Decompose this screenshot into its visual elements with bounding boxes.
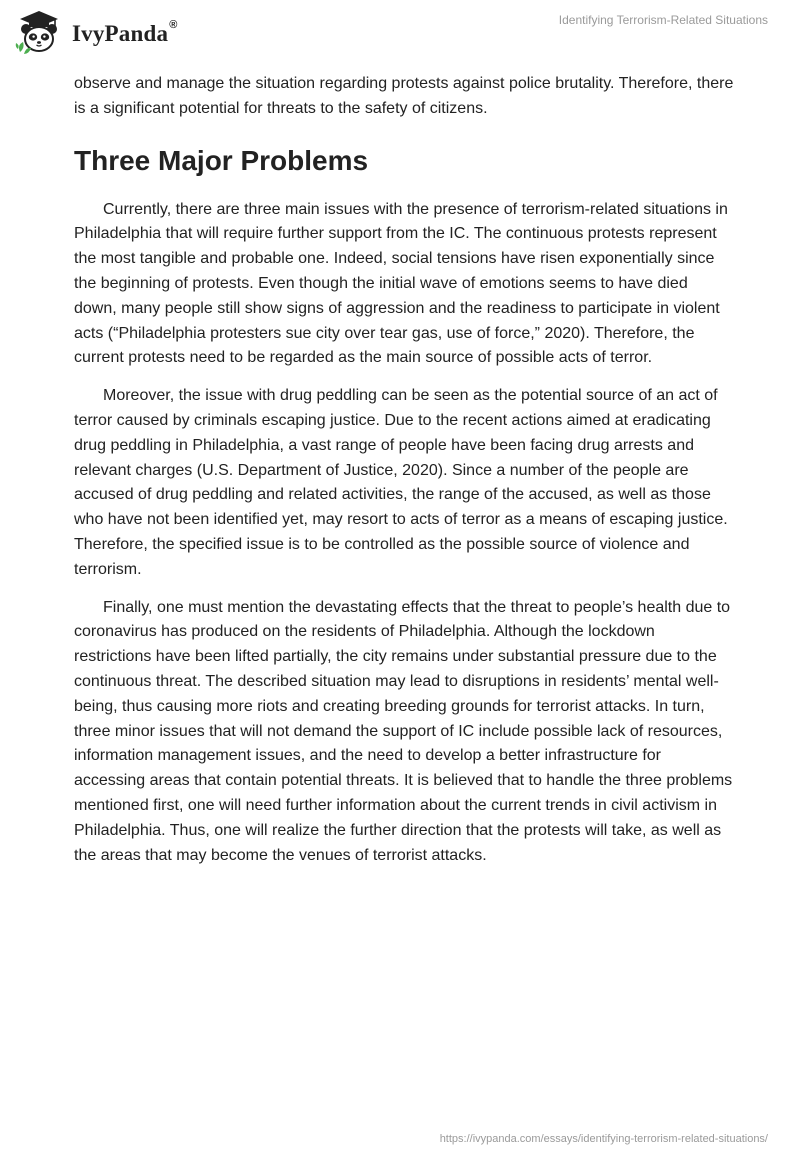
brand-name: IvyPanda® <box>72 19 178 46</box>
footer-source-url[interactable]: https://ivypanda.com/essays/identifying-terrorism-related-situations/ <box>439 1133 768 1145</box>
panda-graduate-logo-icon <box>14 8 64 58</box>
page-header <box>0 0 800 60</box>
registered-mark: ® <box>169 19 178 31</box>
document-title: Identifying Terrorism-Related Situations <box>558 13 768 27</box>
body-paragraph: Finally, one must mention the devastating effects that the threat to people’s health due to coronavirus has produced on the residents of Philadelphia. Although the lockdown restrictions have been lifted partially, the city remains under substantial pressure due to the continuous threat. The described situation may lead to disruptions in residents’ mental well-being, thus causing more riots and creating breeding grounds for terrorist attacks. In turn, three minor issues that will not demand the support of IC include possible lack of resources, information management issues, and the need to develop a better infrastructure for accessing areas that contain potential threats. It is believed that to handle the three problems mentioned first, one will need further information about the current trends in civil activism in Philadelphia. Thus, one will realize the further direction that the protests will take, as well as the areas that may become the venues of terrorist attacks. <box>74 598 733 864</box>
intro-paragraph: observe and manage the situation regarding protests against police brutality. Therefore, there is a significant potential for threats to the safety of citizens. <box>74 75 734 117</box>
body-paragraph: Moreover, the issue with drug peddling can be seen as the potential source of an act of terror caused by criminals escaping justice. Due to the recent actions aimed at eradicating drug peddling in Philadelphia, a vast range of people have been facing drug arrests and relevant charges (U.S. Department of Justice, 2020). Since a number of the people are accused of drug peddling and related activities, the range of the accused, as well as those who have not been identified yet, may resort to acts of terror as a means of escaping justice. Therefore, the specified issue is to be controlled as the possible source of violence and terrorism. <box>74 387 728 578</box>
brand-logo[interactable] <box>14 8 178 58</box>
body-paragraph: Currently, there are three main issues with the presence of terrorism-related situations in Philadelphia that will require further support from the IC. The continuous protests represent the most tangible and probable one. Indeed, social tensions have risen exponentially since the beginning of protests. Even though the initial wave of emotions seems to have died down, many people still show signs of aggression and the readiness to participate in violent acts (“Philadelphia protesters sue city over tear gas, use of force,” 2020). Therefore, the current protests need to be regarded as the main source of possible acts of terror. <box>74 200 728 367</box>
essay-content <box>74 72 734 881</box>
section-heading: Three Major Problems <box>74 144 369 176</box>
